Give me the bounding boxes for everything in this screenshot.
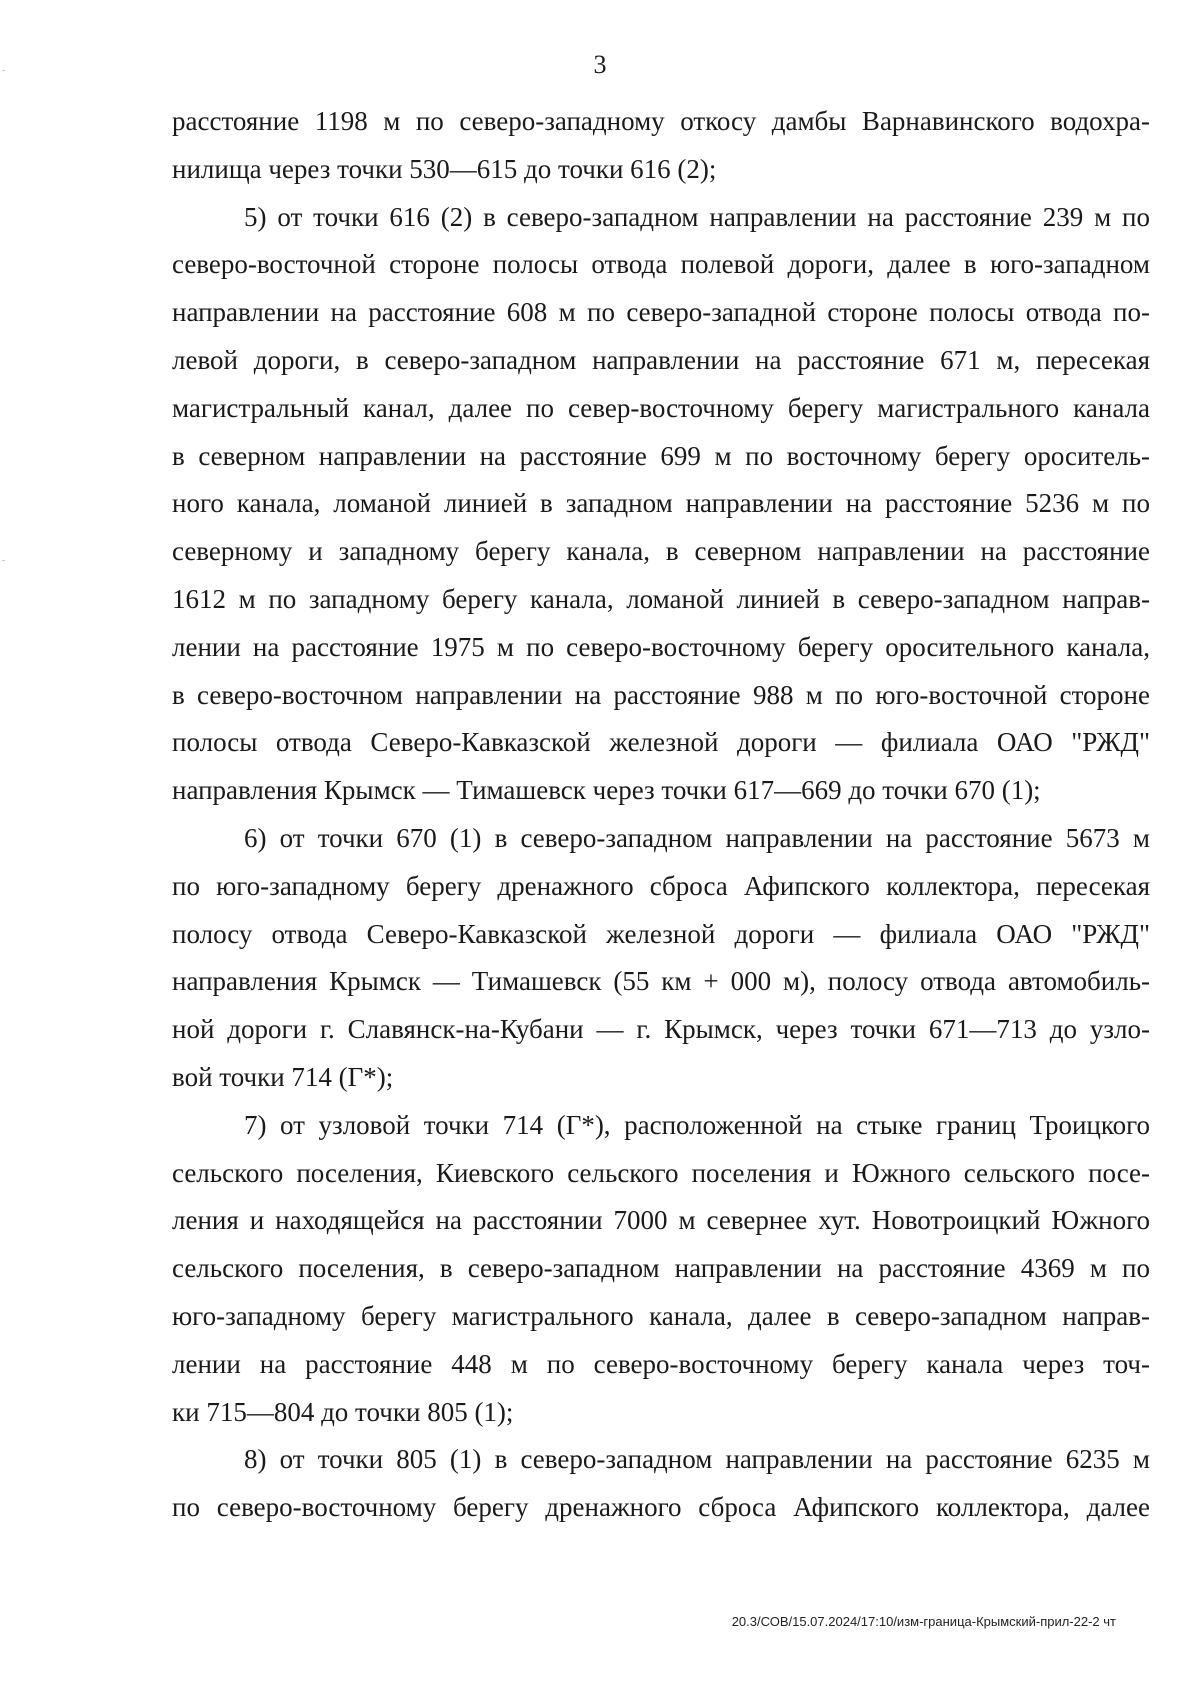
document-footer-code: 20.3/СОВ/15.07.2024/17:10/изм-граница-Крымский-прил-22-2 чт bbox=[731, 1614, 1116, 1629]
text-line: направления Крымск — Тимашевск (55 км + 000 м), полосу отвода автомобиль- bbox=[172, 966, 1150, 997]
text-line: в северо-восточном направлении на расстояние 988 м по юго-восточной стороне bbox=[172, 679, 1150, 710]
scan-mark bbox=[2, 560, 5, 561]
paragraph-item-8 bbox=[172, 1436, 1150, 1532]
text-line: магистральный канал, далее по север-восточному берегу магистрального канала bbox=[172, 392, 1150, 423]
text-line: по северо-восточному берегу дренажного сброса Афипского коллектора, далее bbox=[172, 1492, 1150, 1523]
scan-mark bbox=[2, 70, 5, 71]
text-line: ки 715—804 до точки 805 (1); bbox=[172, 1396, 514, 1427]
text-line: лении на расстояние 1975 м по северо-восточному берегу оросительного канала, bbox=[172, 631, 1150, 662]
text-line: сельского поселения, в северо-западном направлении на расстояние 4369 м по bbox=[172, 1253, 1150, 1284]
paragraph-continuation bbox=[172, 98, 1150, 194]
text-line: 8) от точки 805 (1) в северо-западном направлении на расстояние 6235 м bbox=[244, 1444, 1150, 1475]
paragraph-item-7 bbox=[172, 1102, 1150, 1437]
text-line: направления Крымск — Тимашевск через точки 617—669 до точки 670 (1); bbox=[172, 775, 1041, 806]
paragraph-item-5 bbox=[172, 194, 1150, 815]
text-line: левой дороги, в северо-западном направлении на расстояние 671 м, пересекая bbox=[172, 344, 1150, 375]
text-line: полосу отвода Северо-Кавказской железной дороги — филиала ОАО "РЖД" bbox=[172, 918, 1150, 949]
text-line: ного канала, ломаной линией в западном направлении на расстояние 5236 м по bbox=[172, 488, 1150, 519]
text-line: ной дороги г. Славянск-на-Кубани — г. Крымск, через точки 671—713 до узло- bbox=[172, 1014, 1150, 1045]
text-line: 5) от точки 616 (2) в северо-западном направлении на расстояние 239 м по bbox=[244, 201, 1150, 232]
text-line: в северном направлении на расстояние 699 м по восточному берегу ороситель- bbox=[172, 440, 1150, 471]
text-line: 6) от точки 670 (1) в северо-западном направлении на расстояние 5673 м bbox=[244, 822, 1150, 853]
text-line: полосы отвода Северо-Кавказской железной дороги — филиала ОАО "РЖД" bbox=[172, 727, 1150, 758]
text-line: ления и находящейся на расстоянии 7000 м севернее хут. Новотроицкий Южного bbox=[172, 1205, 1150, 1236]
text-line: нилища через точки 530—615 до точки 616 (2); bbox=[172, 153, 717, 184]
page-number: 3 bbox=[593, 50, 607, 79]
text-line: 7) от узловой точки 714 (Г*), расположенной на стыке границ Троицкого bbox=[244, 1109, 1150, 1140]
text-line: лении на расстояние 448 м по северо-восточному берегу канала через точ- bbox=[172, 1348, 1150, 1379]
text-line: по юго-западному берегу дренажного сброса Афипского коллектора, пересекая bbox=[172, 870, 1150, 901]
text-line: сельского поселения, Киевского сельского поселения и Южного сельского посе- bbox=[172, 1157, 1150, 1188]
text-line: вой точки 714 (Г*); bbox=[172, 1061, 394, 1092]
document-body bbox=[172, 98, 1150, 1532]
text-line: расстояние 1198 м по северо-западному откосу дамбы Варнавинского водохра- bbox=[172, 106, 1150, 136]
text-line: северо-восточной стороне полосы отвода полевой дороги, далее в юго-западном bbox=[172, 249, 1150, 280]
text-line: северному и западному берегу канала, в северном направлении на расстояние bbox=[172, 536, 1150, 567]
text-line: 1612 м по западному берегу канала, ломаной линией в северо-западном направ- bbox=[172, 583, 1150, 614]
text-line: юго-западному берегу магистрального канала, далее в северо-западном направ- bbox=[172, 1300, 1150, 1331]
paragraph-item-6 bbox=[172, 815, 1150, 1102]
text-line: направлении на расстояние 608 м по северо-западной стороне полосы отвода по- bbox=[172, 297, 1150, 328]
